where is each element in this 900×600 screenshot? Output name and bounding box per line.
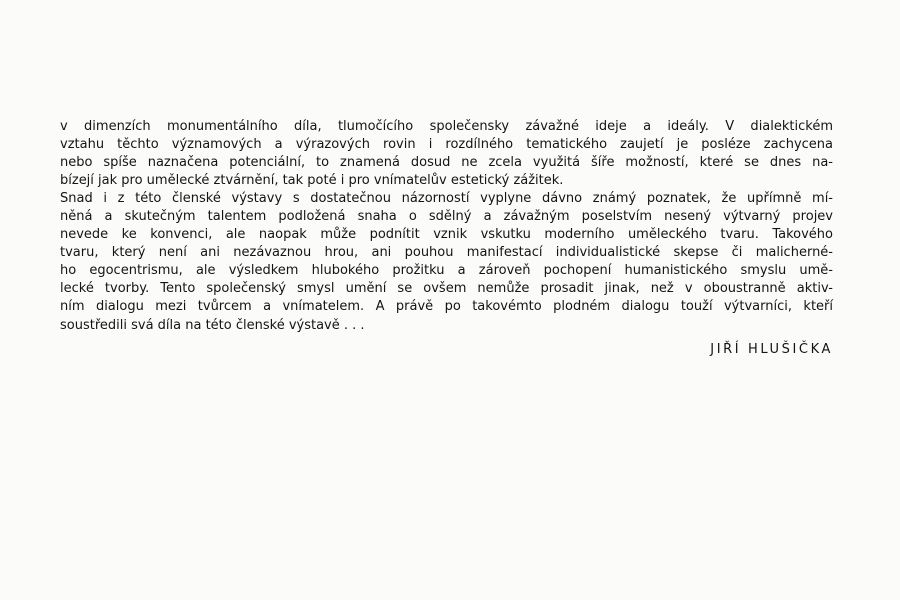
- text-line: ním dialogu mezi tvůrcem a vnímatelem. A právě po takovémto plodném dialogu touží výtvarníci, kteří: [60, 299, 833, 315]
- text-line: lecké tvorby. Tento společenský smysl umění se ovšem nemůže prosadit jinak, než v oboustranně aktiv-: [60, 281, 833, 297]
- text-line: soustředili svá díla na této členské výstavě . . .: [60, 317, 365, 333]
- text-line: nebo spíše naznačena potenciální, to znamená dosud ne zcela využitá šíře možností, které se dnes na-: [60, 155, 833, 171]
- text-line: Snad i z této členské výstavy s dostatečnou názorností vyplyne dávno známý poznatek, že upřímně mí-: [60, 191, 833, 207]
- body-text: [60, 118, 833, 335]
- text-line: vztahu těchto významových a výrazových rovin i rozdílného tematického zaujetí je posléze zachycena: [60, 137, 833, 153]
- text-line: bízejí jak pro umělecké ztvárnění, tak poté i pro vnímatelův estetický zážitek.: [60, 173, 564, 189]
- text-line: tvaru, který není ani nezávaznou hrou, ani pouhou manifestací individualistické skepse či malicherné-: [60, 245, 833, 261]
- text-line: něná a skutečným talentem podložená snaha o sdělný a závažným poselstvím nesený výtvarný projev: [60, 209, 833, 225]
- text-line: nevede ke konvenci, ale naopak může podnítit vznik vskutku moderního uměleckého tvaru. Takového: [60, 227, 833, 243]
- text-line: ho egocentrismu, ale výsledkem hlubokého prožitku a zároveň pochopení humanistického smyslu umě-: [60, 263, 833, 279]
- text-line: v dimenzích monumentálního díla, tlumočícího společensky závažné ideje a ideály. V dialektickém: [60, 119, 833, 134]
- author-signature: JIŘÍ HLUŠIČKA: [710, 342, 833, 357]
